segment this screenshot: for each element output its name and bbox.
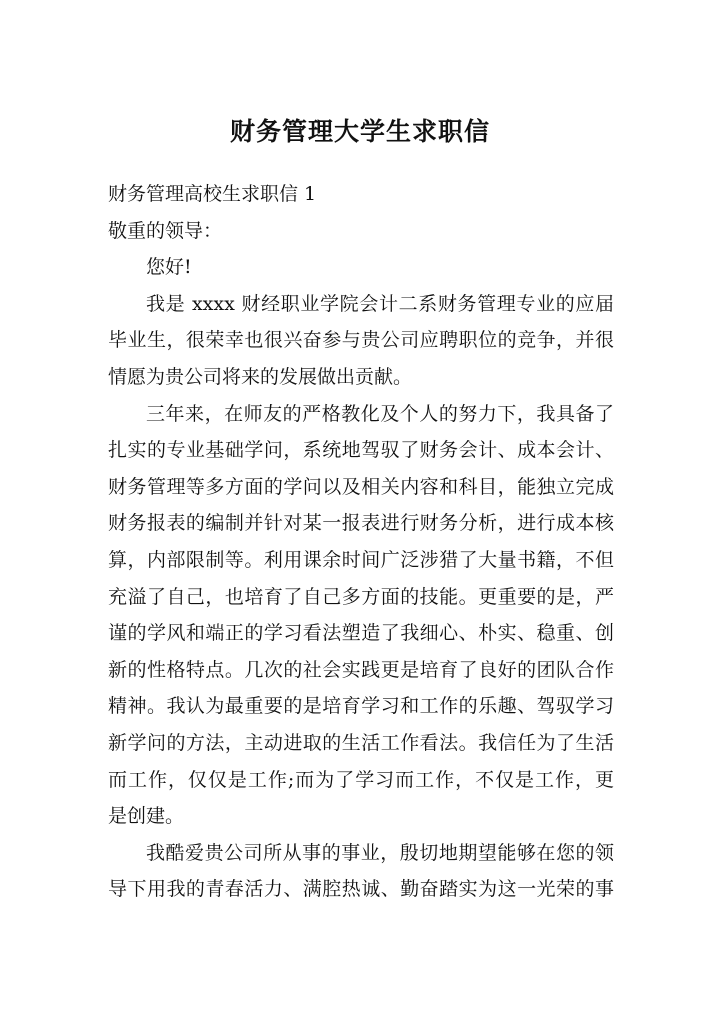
paragraph-line: 精神。我认为最重要的是培育学习和工作的乐趣、驾驭学习 bbox=[108, 695, 614, 718]
paragraph-line: 我是 xxxx 财经职业学院会计二系财务管理专业的应届 bbox=[146, 292, 614, 315]
paragraph-line: 而工作，仅仅是工作;而为了学习而工作，不仅是工作，更 bbox=[108, 768, 614, 791]
paragraph-line: 新学问的方法，主动进取的生活工作看法。我信任为了生活 bbox=[108, 731, 614, 754]
paragraph-line: 扎实的专业基础学问，系统地驾驭了财务会计、成本会计、 bbox=[108, 439, 614, 462]
document-subtitle: 财务管理高校生求职信 1 bbox=[108, 183, 317, 205]
paragraph-line: 算，内部限制等。利用课余时间广泛涉猎了大量书籍，不但 bbox=[108, 548, 614, 571]
document-title: 财务管理大学生求职信 bbox=[229, 117, 490, 146]
paragraph-line: 导下用我的青春活力、满腔热诚、勤奋踏实为这一光荣的事 bbox=[108, 878, 614, 901]
paragraph-line: 财务管理等多方面的学问以及相关内容和科目，能独立完成 bbox=[108, 475, 614, 498]
paragraph-line: 三年来，在师友的严格教化及个人的努力下，我具备了 bbox=[146, 402, 614, 425]
paragraph-line: 毕业生，很荣幸也很兴奋参与贵公司应聘职位的竞争，并很 bbox=[108, 329, 614, 352]
paragraph-line: 情愿为贵公司将来的发展做出贡献。 bbox=[108, 365, 413, 388]
paragraph-line: 新的性格特点。几次的社会实践更是培育了良好的团队合作 bbox=[108, 658, 614, 681]
greeting: 您好! bbox=[146, 256, 192, 279]
paragraph-line: 谨的学风和端正的学习看法塑造了我细心、朴实、稳重、创 bbox=[108, 622, 614, 645]
paragraph-line: 我酷爱贵公司所从事的事业，殷切地期望能够在您的领 bbox=[146, 841, 614, 864]
salutation: 敬重的领导： bbox=[108, 219, 223, 242]
paragraph-line: 充溢了自己，也培育了自己多方面的技能。更重要的是，严 bbox=[108, 585, 614, 608]
document-body bbox=[108, 176, 614, 908]
paragraph-line: 财务报表的编制并针对某一报表进行财务分析，进行成本核 bbox=[108, 512, 614, 535]
paragraph-line: 是创建。 bbox=[108, 805, 185, 828]
